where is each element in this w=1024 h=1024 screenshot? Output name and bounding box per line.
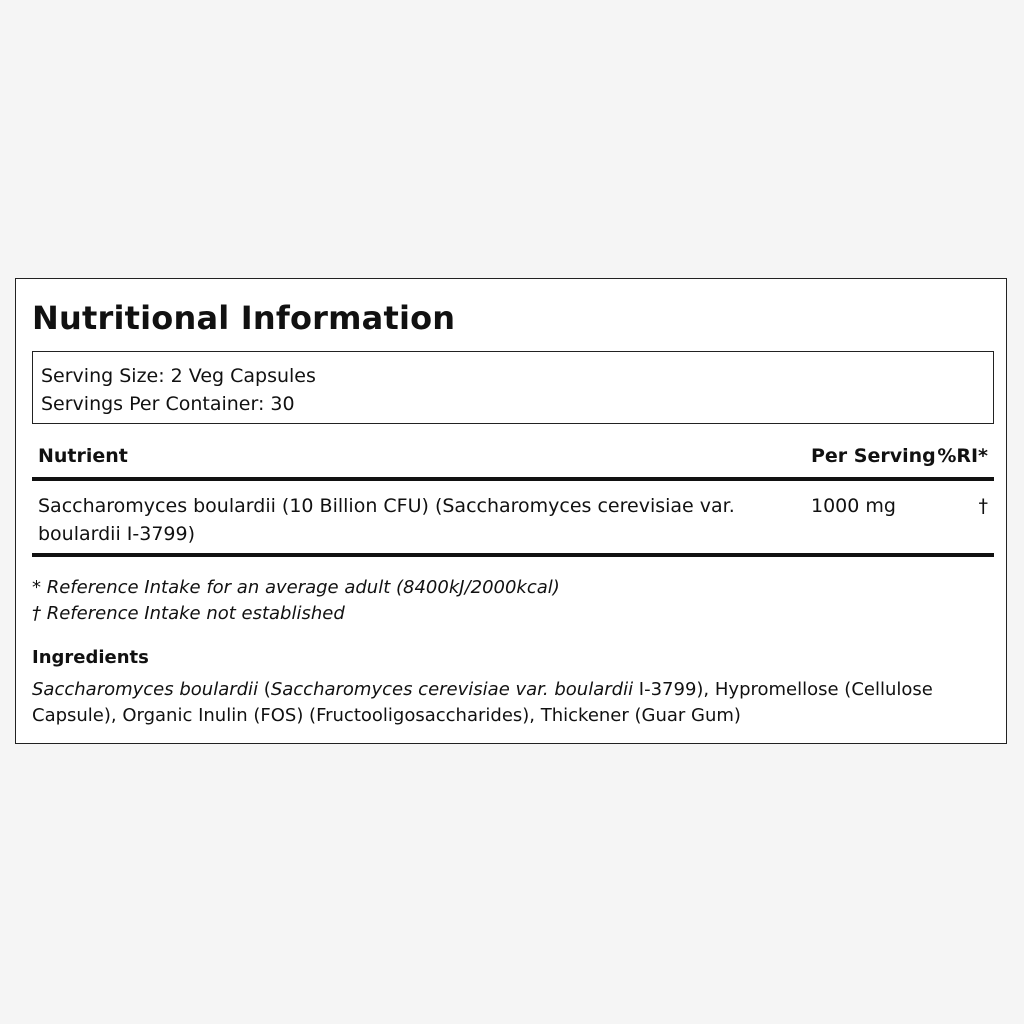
header-ri: %RI*: [937, 445, 988, 467]
ingredient-latin-name: Saccharomyces boulardii: [32, 679, 259, 700]
ingredient-strain-name: Saccharomyces cerevisiae var. boulardii: [270, 679, 634, 700]
footnotes: [32, 575, 560, 627]
nutrient-name: Saccharomyces boulardii (10 Billion CFU) (Saccharomyces cerevisiae var. boulardii I-3799): [38, 495, 735, 545]
table-header: [32, 441, 994, 481]
nutrient-amount: 1000 mg: [811, 495, 896, 517]
servings-per-container: Servings Per Container: 30: [41, 393, 295, 415]
ingredients-text-2: I-3799), Hypromellose (Cellulose Capsule), Organic Inulin (FOS) (Fructooligosaccharides), Thickener (Guar Gum): [32, 679, 933, 726]
header-per-serving: Per Serving: [811, 445, 936, 467]
header-nutrient: Nutrient: [38, 445, 128, 467]
serving-info-box: [32, 351, 994, 424]
footnote-reference-intake: * Reference Intake for an average adult (8400kJ/2000kcal): [32, 577, 560, 598]
nutrient-table: [32, 441, 994, 557]
ingredients-list: [32, 677, 992, 729]
ingredients-title: Ingredients: [32, 647, 149, 668]
nutrition-panel: [15, 278, 1007, 744]
footnote-not-established: † Reference Intake not established: [32, 603, 345, 624]
panel-title: Nutritional Information: [32, 299, 456, 337]
serving-size: Serving Size: 2 Veg Capsules: [41, 365, 316, 387]
table-row: [32, 481, 994, 557]
ingredients-text-1: (: [258, 679, 271, 700]
nutrient-ri: †: [978, 495, 988, 517]
